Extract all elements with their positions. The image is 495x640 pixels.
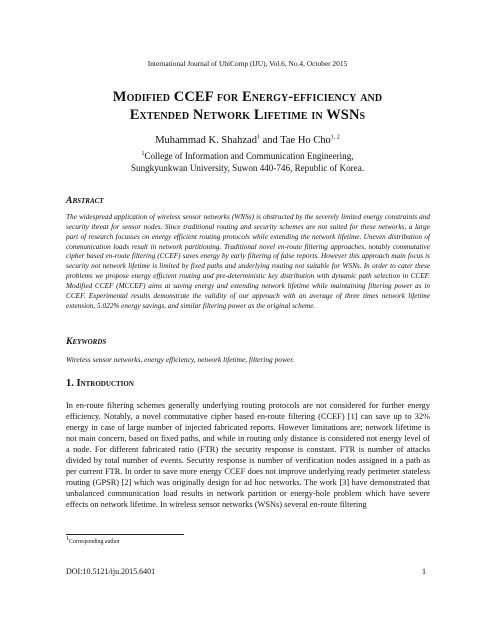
paper-title-line-2: Extended Network Lifetime in WSNs (129, 107, 366, 123)
affiliation-mark: 1 (141, 150, 145, 157)
keywords-text: Wireless sensor networks, energy efficiency, network lifetime, filtering power. (66, 355, 295, 364)
author-separator: and (259, 135, 281, 146)
abstract-heading: Abstract (66, 195, 104, 206)
author-2-affiliation-mark: 1, 2 (330, 134, 340, 141)
keywords-heading: Keywords (66, 336, 107, 347)
page-number: 1 (422, 567, 426, 576)
footnote (66, 536, 120, 545)
doi: DOI:10.5121/iju.2015.6401 (66, 567, 156, 576)
affiliation-line-2: Sungkyunkwan University, Suwon 440-746, Republic of Korea. (130, 163, 365, 173)
author-1: Muhammad K. Shahzad (155, 135, 257, 146)
introduction-text: In en-route filtering schemes generally underlying routing protocols are not considered for further energy efficiency. Notably, a novel commutative cipher based en-route filtering (CCEF) [1] can save up to 32% energy in case of large number of injected fabricated reports. However limitations are; network lifetime is not main concern, based on fixed paths, and while in routing only distance is considered not energy level of a node. For different fabricated ratio (FTR) the security response is constant. FTR is number of attacks divided by total number of events. Security response is number of verification nodes assigned in a path as per current FTR. In order to save more energy CCEF does not improve underlying ready perimeter stateless routing (GPSR) [2] which was originally design for ad hoc networks. The work [3] have demonstrated that unbalanced communication load results in network partition or energy-hole problem which have severe effects on network lifetime. In wireless sensor networks (WSNs) several en-route filtering (66, 401, 430, 510)
paper-title-line-1: Modified CCEF for Energy-efficiency and (112, 89, 383, 105)
footnote-mark: 1 (66, 536, 69, 543)
journal-header: International Journal of UbiComp (IJU), Vol.6, No.4, October 2015 (147, 59, 348, 68)
author-1-affiliation-mark: 1 (256, 134, 260, 141)
footnote-text: Corresponding author (69, 539, 120, 545)
introduction-heading: 1. Introduction (66, 378, 134, 389)
paper-title (40, 88, 455, 124)
author-list (0, 135, 495, 146)
affiliation (0, 150, 495, 174)
affiliation-line-1: $^1$College of Information and Communication Engineering, (141, 150, 354, 161)
author-2: Tae Ho Cho (280, 135, 331, 146)
abstract-text: The widespread application of wireless sensor networks (WNSs) is obstructed by the severely limited energy constraints and security threat for sensor nodes. Since traditional routing and security schemes are not suited for these networks, a large part of research focusses on energy efficient routing protocols while extending the network lifetime. Uneven distribution of communication loads result in network partitioning. Traditional novel en-route filtering approaches, notably commutative cipher based en-route filtering (CCEF) saves energy by early filtering of false reports. However this approach main focus is security not network lifetime is limited by fixed paths and underlying routing not suitable for WSNs. In order to cater these problems we propose energy efficient routing and pre-deterministic key distribution with dynamic path selection in CCEF. Modified CCEF (MCCEF) aims at saving energy and extending network lifetime while maintaining filtering power as in CCEF. Experimental results demonstrate the validity of our approach with an average of three times network lifetime extension, 5.022% energy savings, and similar filtering power as the original scheme. (66, 213, 430, 310)
footnote-divider (66, 534, 184, 535)
